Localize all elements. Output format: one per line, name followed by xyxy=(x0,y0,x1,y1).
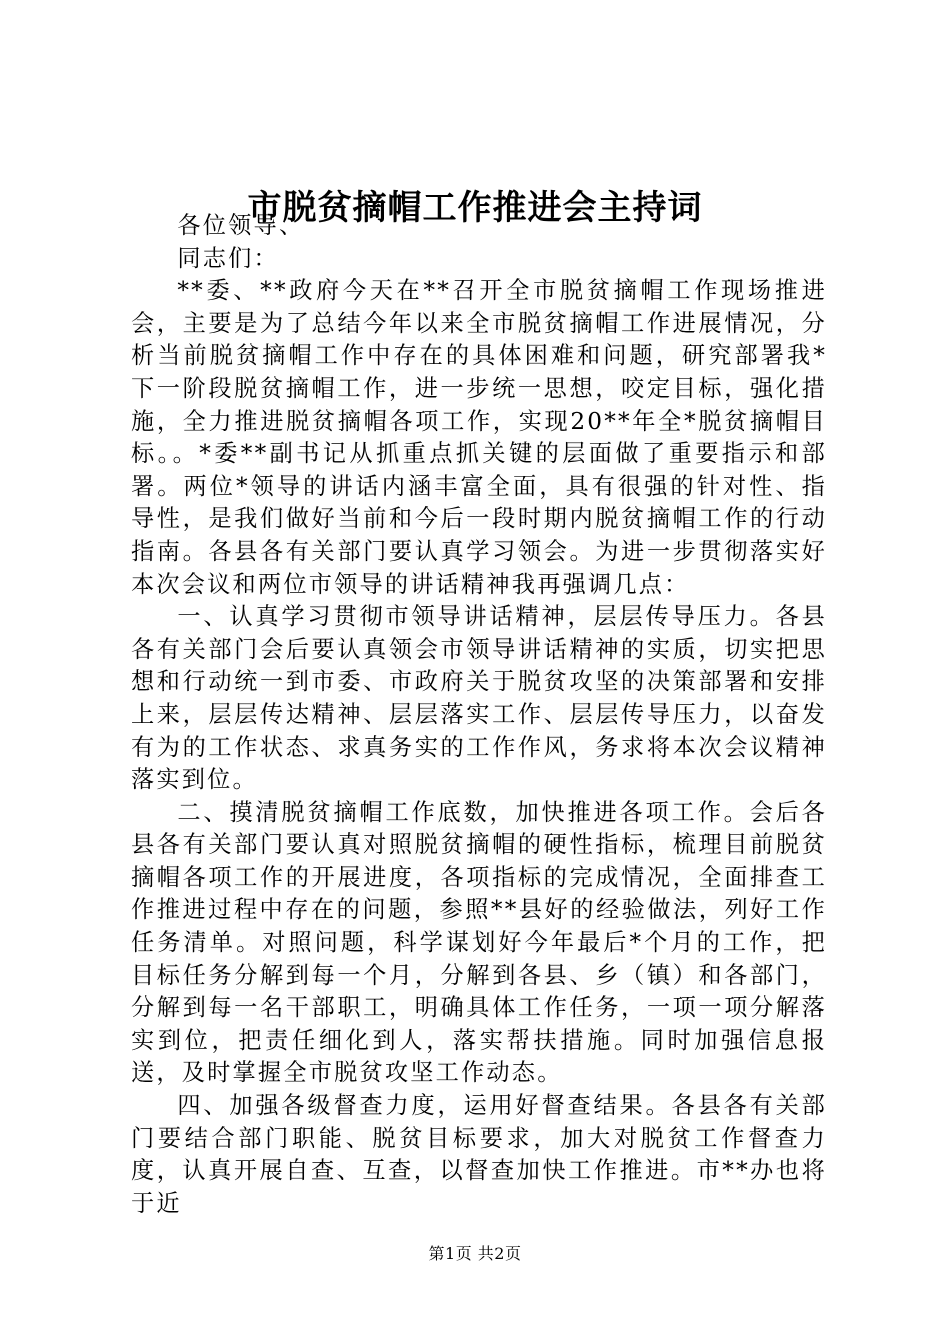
paragraph-point-one: 一、认真学习贯彻市领导讲话精神，层层传导压力。各县各有关部门会后要认真领会市领导讲话精神的实质，切实把思想和行动统一到市委、市政府关于脱贫攻坚的决策部署和安排上来，层层传达精神、层层落实工作、层层传导压力，以奋发有为的工作状态、求真务实的工作作风，务求将本次会议精神落实到位。 xyxy=(131,603,827,794)
salutation-leaders: 各位领导、 xyxy=(177,212,305,239)
document-body xyxy=(131,210,827,1220)
document-title: 市脱贫摘帽工作推进会主持词 xyxy=(247,188,703,228)
paragraph-point-four: 四、加强各级督查力度，运用好督查结果。各县各有关部门要结合部门职能、脱贫目标要求，加大对脱贫工作督查力度，认真开展自查、互查，以督查加快工作推进。市**办也将于近 xyxy=(131,1092,827,1217)
paragraph-point-two: 二、摸清脱贫摘帽工作底数，加快推进各项工作。会后各县各有关部门要认真对照脱贫摘帽的硬性指标，梳理目前脱贫摘帽各项工作的开展进度，各项指标的完成情况，全面排查工作推进过程中存在的问题，参照**县好的经验做法，列好工作任务清单。对照问题，科学谋划好今年最后*个月的工作，把目标任务分解到每一个月，分解到各县、乡（镇）和各部门，分解到每一名干部职工，明确具体工作任务，一项一项分解落实到位，把责任细化到人，落实帮扶措施。同时加强信息报送，及时掌握全市脱贫攻坚工作动态。 xyxy=(131,798,827,1087)
page-number-footer: 第1页 共2页 xyxy=(428,1244,522,1263)
paragraph-intro: **委、**政府今天在**召开全市脱贫摘帽工作现场推进会，主要是为了总结今年以来全市脱贫摘帽工作进展情况，分析当前脱贫摘帽工作中存在的具体困难和问题，研究部署我*下一阶段脱贫摘帽工作，进一步统一思想，咬定目标，强化措施，全力推进脱贫摘帽各项工作，实现20**年全*脱贫摘帽目标。。*委**副书记从抓重点抓关键的层面做了重要指示和部署。两位*领导的讲话内涵丰富全面，具有很强的针对性、指导性，是我们做好当前和今后一段时期内脱贫摘帽工作的行动指南。各县各有关部门要认真学习领会。为进一步贯彻落实好本次会议和两位市领导的讲话精神我再强调几点： xyxy=(131,277,827,598)
salutation-comrades: 同志们： xyxy=(177,244,279,272)
